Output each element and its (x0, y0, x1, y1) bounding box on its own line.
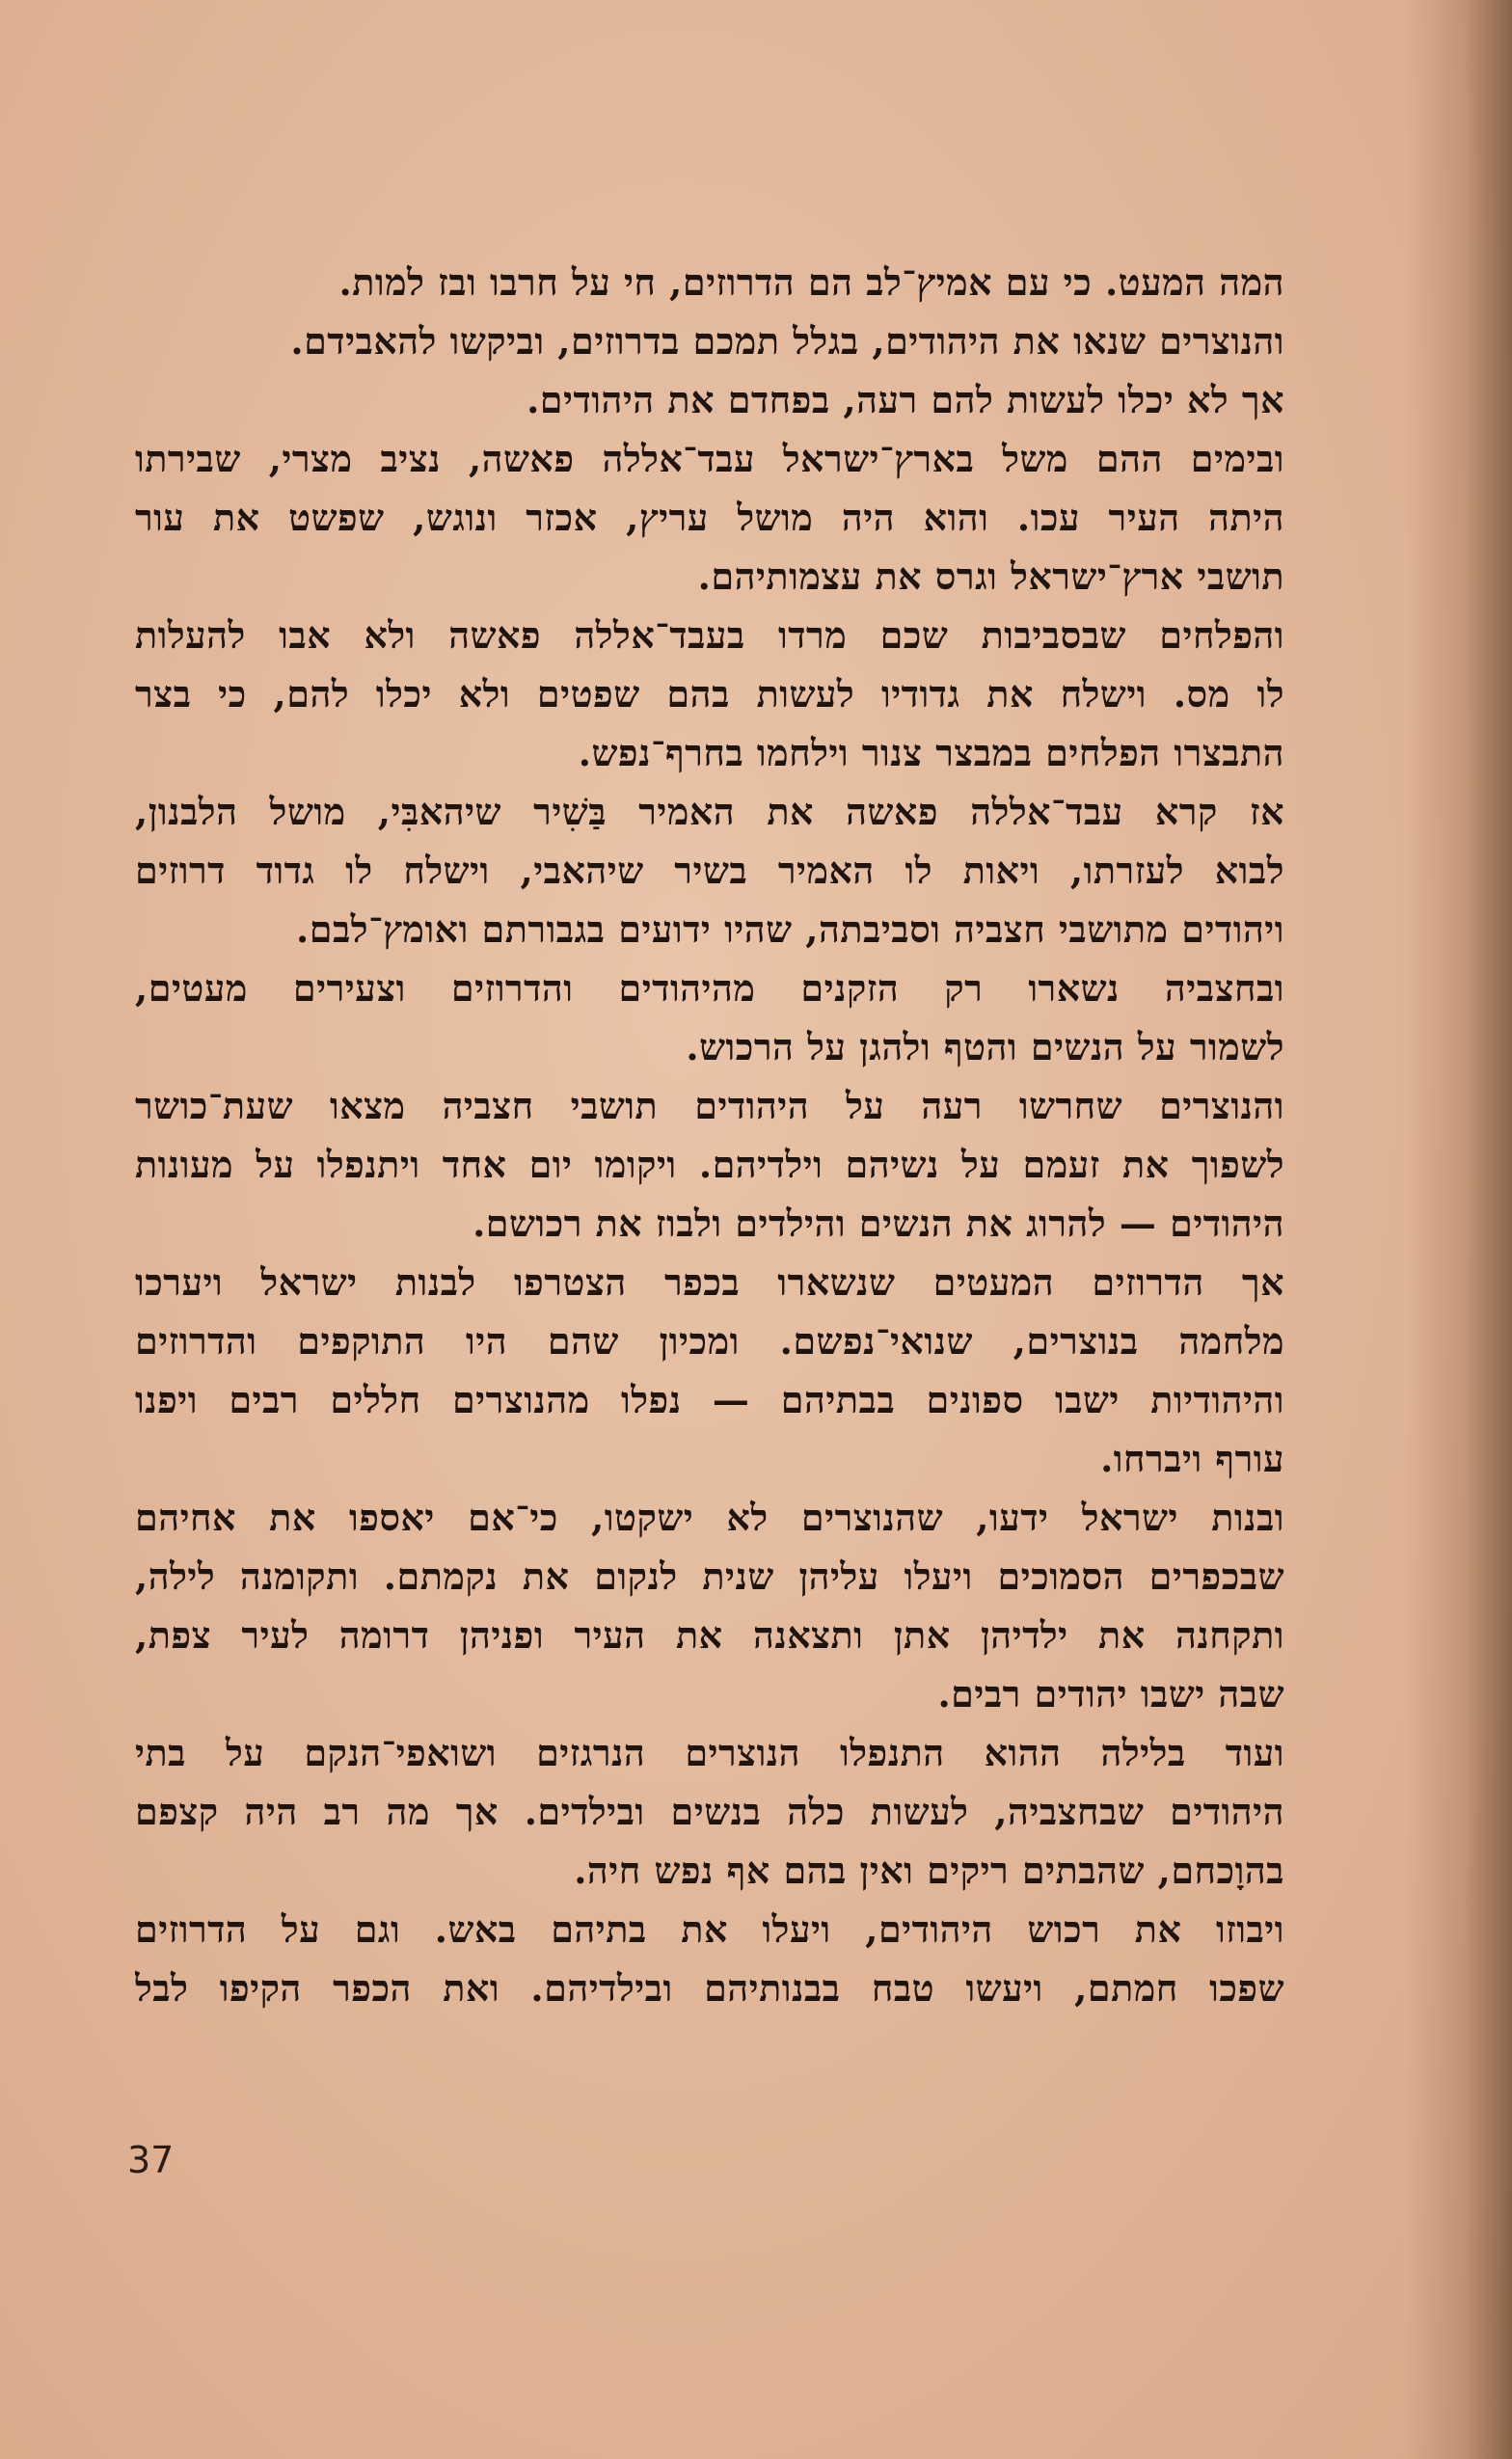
body-text (135, 253, 1284, 2017)
text-line: היהודים — להרוג את הנשים והילדים ולבוז את רכושם. (472, 1202, 1284, 1245)
text-line: שפכו חמתם, ויעשו טבח בבנותיהם ובילדיהם. ואת הכפר הקיפו לבל (135, 1966, 1284, 2010)
page-number: 37 (127, 2139, 175, 2181)
text-line: ובימים ההם משל בארץ־ישראל עבד־אללה פאשה, נציב מצרי, שבירתו (135, 437, 1284, 480)
text-line: שבה ישבו יהודים רבים. (937, 1672, 1284, 1716)
text-line: מלחמה בנוצרים, שנואי־נפשם. ומכיון שהם היו התוקפים והדרוזים (135, 1319, 1284, 1363)
text-line: אך הדרוזים המעטים שנשארו בכפר הצטרפו לבנות ישראל ויערכו (135, 1260, 1284, 1304)
text-line: לשפוך את זעמם על נשיהם וילדיהם. ויקומו יום אחד ויתנפלו על מעונות (135, 1143, 1284, 1186)
text-line: היתה העיר עכו. והוא היה מושל עריץ, אכזר ונוגש, שפשט את עור (135, 496, 1284, 539)
text-line: תושבי ארץ־ישראל וגרס את עצמותיהם. (697, 554, 1284, 598)
text-line: ויהודים מתושבי חצביה וסביבתה, שהיו ידועים בגבורתם ואומץ־לבם. (296, 907, 1284, 951)
text-line: והפלחים שבסביבות שכם מרדו בעבד־אללה פאשה ולא אבו להעלות (135, 613, 1284, 657)
text-line: לבוא לעזרתו, ויאות לו האמיר בשיר שיהאבי, וישלח לו גדוד דרוזים (135, 849, 1284, 892)
text-line: והנוצרים שחרשו רעה על היהודים תושבי חצביה מצאו שעת־כושר (135, 1084, 1284, 1127)
text-line: עורף ויברחו. (1100, 1437, 1284, 1480)
text-line: שבכפרים הסמוכים ויעלו עליהן שנית לנקום את נקמתם. ותקומנה לילה, (135, 1554, 1284, 1598)
text-line: אז קרא עבד־אללה פאשה את האמיר בַּשִׁיר שיהאבִּי, מושל הלבנון, (135, 790, 1284, 833)
text-line: לו מס. וישלח את גדודיו לעשות בהם שפטים ולא יכלו להם, כי בצר (135, 672, 1284, 716)
text-line: ובנות ישראל ידעו, שהנוצרים לא ישקטו, כי־אם יאספו את אחיהם (135, 1496, 1284, 1539)
text-line: התבצרו הפלחים במבצר צנור וילחמו בחרף־נפש. (578, 731, 1284, 774)
text-line: בהוָכחם, שהבתים ריקים ואין בהם אף נפש חיה. (574, 1849, 1284, 1892)
text-line: היהודים שבחצביה, לעשות כלה בנשים ובילדים. אך מה רב היה קצפם (135, 1790, 1284, 1833)
text-line: ועוד בלילה ההוא התנפלו הנוצרים הנרגזים ושואפי־הנקם על בתי (135, 1731, 1284, 1774)
text-line: ותקחנה את ילדיהן אתן ותצאנה את העיר ופניהן דרומה לעיר צפת, (135, 1613, 1284, 1657)
text-line: לשמור על הנשים והטף ולהגן על הרכוש. (686, 1025, 1284, 1068)
text-line: ובחצביה נשארו רק הזקנים מהיהודים והדרוזים וצעירים מעטים, (135, 966, 1284, 1010)
text-line: המה המעט. כי עם אמיץ־לב הם הדרוזים, חי על חרבו ובז למות. (338, 260, 1284, 304)
text-line: והנוצרים שנאו את היהודים, בגלל תמכם בדרוזים, וביקשו להאבידם. (290, 319, 1284, 363)
text-line: ויבוזו את רכוש היהודים, ויעלו את בתיהם באש. וגם על הדרוזים (135, 1907, 1284, 1951)
book-spine-shadow (1406, 0, 1512, 2459)
text-line: אך לא יכלו לעשות להם רעה, בפחדם את היהודים. (526, 378, 1284, 421)
text-line: והיהודיות ישבו ספונים בבתיהם — נפלו מהנוצרים חללים רבים ויפנו (135, 1378, 1284, 1421)
